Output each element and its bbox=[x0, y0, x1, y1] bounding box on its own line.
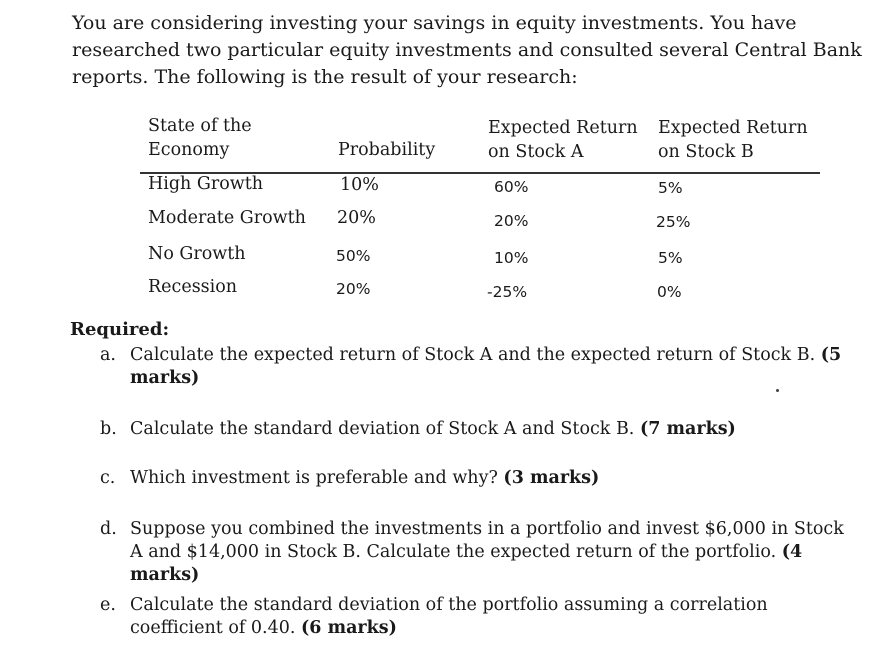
row-moderate-growth-probability: 20% bbox=[337, 208, 376, 228]
question-a-text bbox=[130, 344, 841, 390]
question-b-marks: (7 marks) bbox=[639, 419, 736, 439]
header-state-line2: Economy bbox=[148, 140, 230, 160]
question-a-marks-part1: (5 bbox=[820, 345, 842, 365]
header-return-b bbox=[658, 116, 808, 164]
question-c-letter: c. bbox=[100, 468, 116, 488]
header-state-line1: State of the bbox=[148, 116, 252, 136]
header-return-a-line1: Expected Return bbox=[488, 118, 638, 138]
row-recession-return-a: -25% bbox=[487, 283, 528, 301]
question-d-letter: d. bbox=[100, 519, 117, 539]
header-return-a-line2: on Stock A bbox=[488, 142, 584, 162]
row-recession-probability: 20% bbox=[336, 280, 371, 298]
question-c-line1: Which investment is preferable and why? bbox=[130, 468, 498, 488]
question-b-text bbox=[130, 418, 736, 441]
row-recession-state: Recession bbox=[148, 277, 238, 297]
row-no-growth-return-a: 10% bbox=[494, 249, 529, 267]
question-e-text bbox=[130, 594, 768, 640]
row-no-growth-state: No Growth bbox=[148, 244, 246, 264]
row-no-growth-probability: 50% bbox=[336, 247, 371, 265]
row-high-growth-return-b: 5% bbox=[658, 179, 683, 197]
question-b-letter: b. bbox=[100, 419, 117, 439]
question-e-letter: e. bbox=[100, 595, 116, 615]
row-recession-return-b: 0% bbox=[657, 283, 682, 301]
row-moderate-growth-state: Moderate Growth bbox=[148, 208, 306, 228]
question-c-marks: (3 marks) bbox=[503, 468, 600, 488]
intro-paragraph: You are considering investing your savings in equity investments. You have researched two particular equity investments and consulted several Central Bank reports. The following is the result of your research: bbox=[72, 12, 862, 88]
question-c-text bbox=[130, 467, 599, 490]
question-e-line2: coefficient of 0.40. bbox=[130, 618, 296, 638]
row-moderate-growth-return-a: 20% bbox=[494, 212, 529, 230]
question-b-line1: Calculate the standard deviation of Stock A and Stock B. bbox=[130, 419, 635, 439]
question-d-line2: A and $14,000 in Stock B. Calculate the expected return of the portfolio. bbox=[130, 542, 777, 562]
question-a-letter: a. bbox=[100, 345, 116, 365]
required-heading: Required: bbox=[70, 319, 170, 340]
row-high-growth-probability: 10% bbox=[340, 175, 379, 195]
question-e-line1: Calculate the standard deviation of the portfolio assuming a correlation bbox=[130, 595, 768, 615]
row-high-growth-state: High Growth bbox=[148, 174, 264, 194]
question-a-line1: Calculate the expected return of Stock A and the expected return of Stock B. bbox=[130, 345, 816, 365]
row-no-growth-return-b: 5% bbox=[658, 249, 683, 267]
research-table bbox=[0, 0, 887, 310]
row-moderate-growth-return-b: 25% bbox=[656, 213, 691, 231]
header-state bbox=[148, 114, 252, 162]
question-d-marks: (4 marks) bbox=[130, 542, 803, 585]
stray-dot bbox=[776, 389, 779, 392]
header-probability: Probability bbox=[338, 140, 436, 160]
question-e-marks: (6 marks) bbox=[301, 618, 397, 638]
question-d-text bbox=[130, 518, 870, 587]
header-return-b-line1: Expected Return bbox=[658, 118, 808, 138]
question-d-line1: Suppose you combined the investments in a portfolio and invest $6,000 in Stock bbox=[130, 519, 844, 539]
header-return-b-line2: on Stock B bbox=[658, 142, 754, 162]
header-return-a bbox=[488, 116, 638, 164]
question-a-marks-part2: marks) bbox=[130, 368, 200, 388]
row-high-growth-return-a: 60% bbox=[494, 178, 529, 196]
